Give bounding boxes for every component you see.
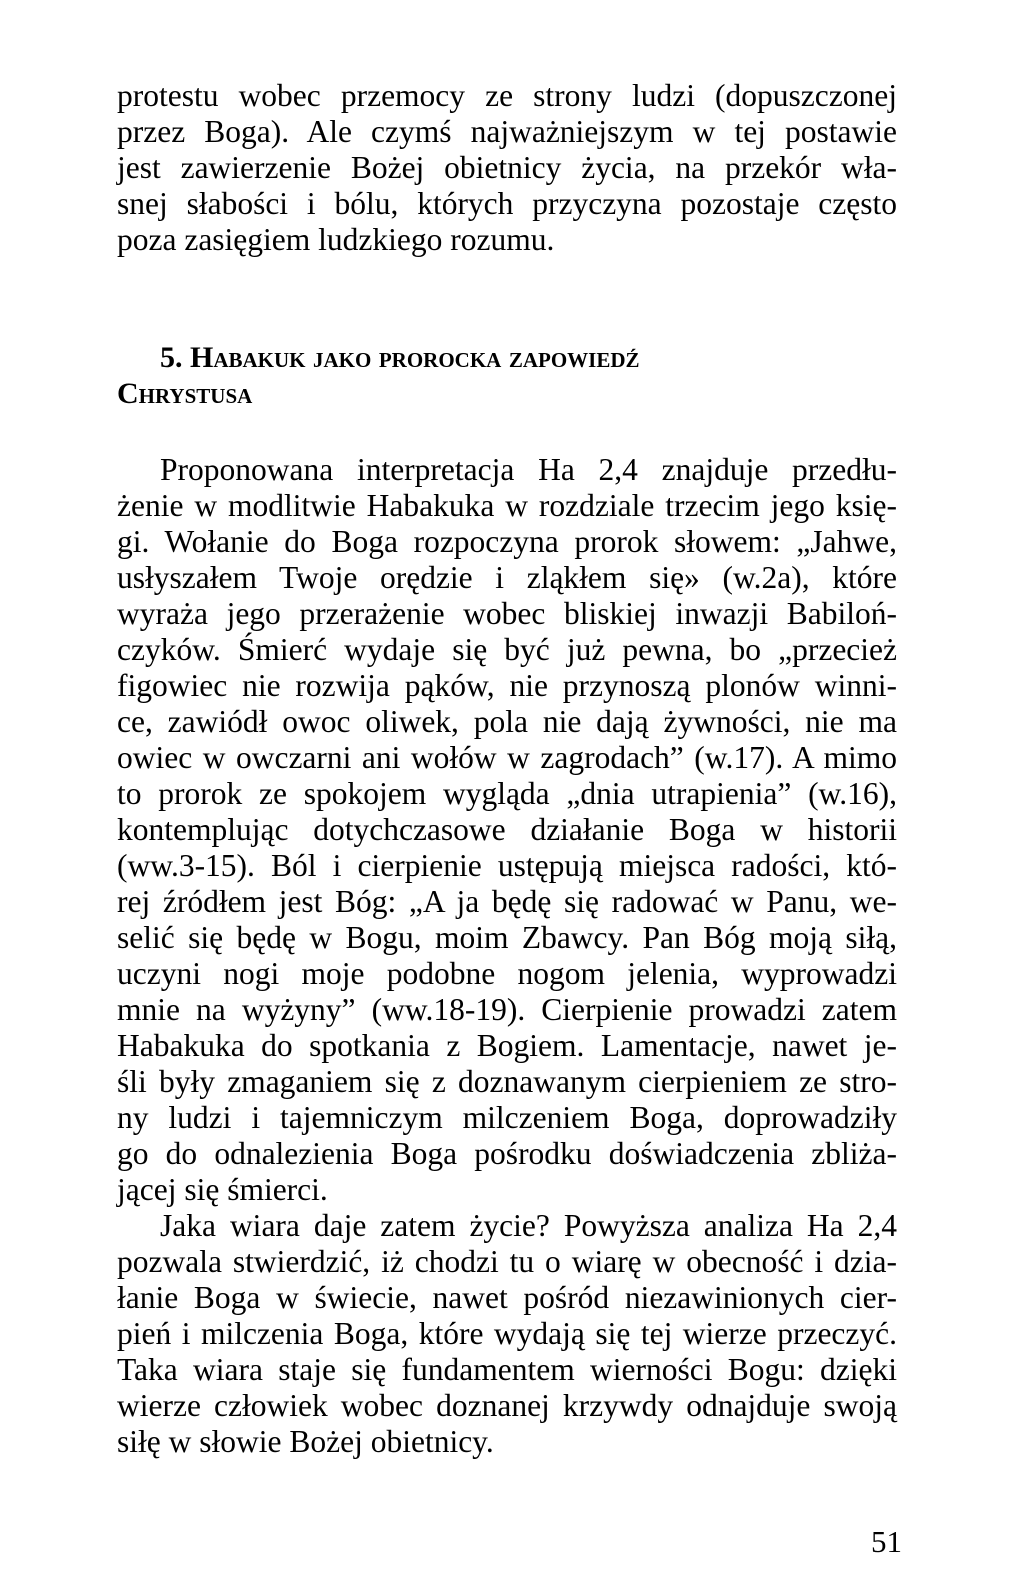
text-line: usłyszałem Twoje orędzie i zląkłem się» (w.2a), które [117, 560, 897, 595]
text-line: pień i milczenia Boga, które wydają się tej wierze przeczyć. [117, 1316, 897, 1351]
text-line: rej źródłem jest Bóg: „A ja będę się radować w Panu, we- [117, 884, 897, 919]
text-line: owiec w owczarni ani wołów w zagrodach” (w.17). A mimo [117, 740, 897, 775]
page-number: 51 [871, 1524, 902, 1559]
text-line: Taka wiara staje się fundamentem wierności Bogu: dzięki [117, 1352, 897, 1387]
text-line: (ww.3-15). Ból i cierpienie ustępują miejsca radości, któ- [117, 848, 897, 883]
text-line: wierze człowiek wobec doznanej krzywdy odnajduje swoją [117, 1388, 897, 1423]
text-line: czyków. Śmierć wydaje się być już pewna, bo „przecież [117, 632, 897, 667]
section-heading-line-1: 5. Habakuk jako prorocka zapowiedź [160, 341, 640, 374]
text-line: wyraża jego przerażenie wobec bliskiej inwazji Babiloń- [117, 596, 897, 631]
text-line: jest zawierzenie Bożej obietnicy życia, na przekór wła- [117, 150, 897, 185]
text-line: jącej się śmierci. [117, 1172, 328, 1207]
text-line: gi. Wołanie do Boga rozpoczyna prorok słowem: „Jahwe, [117, 524, 897, 559]
text-line: figowiec nie rozwija pąków, nie przynoszą plonów winni- [117, 668, 897, 703]
text-line: Habakuka do spotkania z Bogiem. Lamentacje, nawet je- [117, 1028, 897, 1063]
text-line: Proponowana interpretacja Ha 2,4 znajduje przedłu- [160, 452, 897, 487]
text-line: pozwala stwierdzić, iż chodzi tu o wiarę w obecność i dzia- [117, 1244, 897, 1279]
text-line: siłę w słowie Bożej obietnicy. [117, 1424, 494, 1459]
text-line: snej słabości i bólu, których przyczyna pozostaje często [117, 186, 897, 221]
section-heading-line-2: Chrystusa [117, 377, 253, 410]
text-line: ce, zawiódł owoc oliwek, pola nie dają żywności, nie ma [117, 704, 897, 739]
text-line: selić się będę w Bogu, moim Zbawcy. Pan Bóg moją siłą, [117, 920, 897, 955]
text-line: to prorok ze spokojem wygląda „dnia utrapienia” (w.16), [117, 776, 897, 811]
text-line: śli były zmaganiem się z doznawanym cierpieniem ze stro- [117, 1064, 897, 1099]
text-line: przez Boga). Ale czymś najważniejszym w tej postawie [117, 114, 897, 149]
text-line: go do odnalezienia Boga pośrodku doświadczenia zbliża- [117, 1136, 897, 1171]
text-line: mnie na wyżyny” (ww.18-19). Cierpienie prowadzi zatem [117, 992, 897, 1027]
text-line: protestu wobec przemocy ze strony ludzi (dopuszczonej [117, 78, 897, 113]
text-line: poza zasięgiem ludzkiego rozumu. [117, 222, 555, 257]
text-line: żenie w modlitwie Habakuka w rozdziale trzecim jego księ- [117, 488, 897, 523]
text-line: łanie Boga w świecie, nawet pośród niezawinionych cier- [117, 1280, 897, 1315]
text-line: Jaka wiara daje zatem życie? Powyższa analiza Ha 2,4 [160, 1208, 897, 1243]
text-line: uczyni nogi moje podobne nogom jelenia, wyprowadzi [117, 956, 897, 991]
text-line: ny ludzi i tajemniczym milczeniem Boga, doprowadziły [117, 1100, 897, 1135]
text-line: kontemplując dotychczasowe działanie Boga w historii [117, 812, 897, 847]
